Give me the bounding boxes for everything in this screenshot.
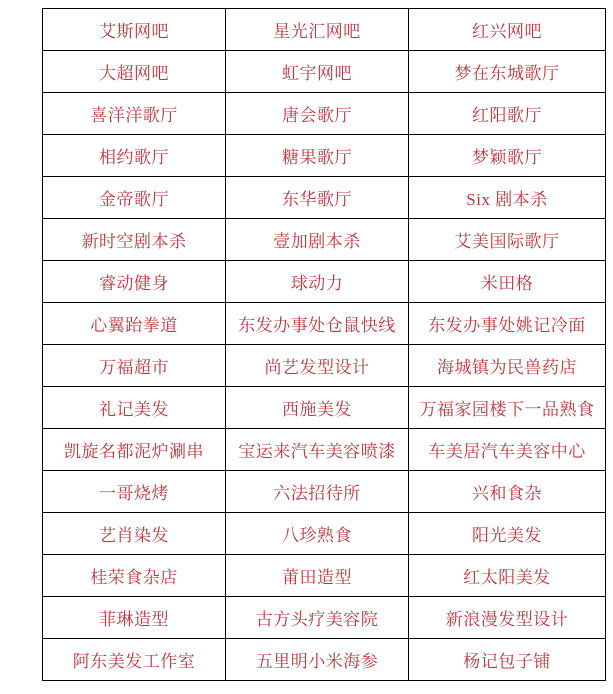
- table-cell: 车美居汽车美容中心: [409, 429, 606, 471]
- table-row: [43, 429, 606, 471]
- table-cell: 唐会歌厅: [226, 93, 409, 135]
- table-cell: 莆田造型: [226, 555, 409, 597]
- table-cell: 红太阳美发: [409, 555, 606, 597]
- table-cell: 金帝歌厅: [43, 177, 226, 219]
- table-row: [43, 303, 606, 345]
- table-row: [43, 345, 606, 387]
- table-cell: 梦颖歌厅: [409, 135, 606, 177]
- table-cell: 睿动健身: [43, 261, 226, 303]
- table-cell: 东华歌厅: [226, 177, 409, 219]
- table-cell: Six 剧本杀: [409, 177, 606, 219]
- table-cell: 万福家园楼下一品熟食: [409, 387, 606, 429]
- table-cell: 凯旋名都泥炉涮串: [43, 429, 226, 471]
- table-cell: 心翼跆拳道: [43, 303, 226, 345]
- table-cell: 东发办事处仓鼠快线: [226, 303, 409, 345]
- table-cell: 糖果歌厅: [226, 135, 409, 177]
- table-cell: 球动力: [226, 261, 409, 303]
- table-cell: 万福超市: [43, 345, 226, 387]
- table-cell: 尚艺发型设计: [226, 345, 409, 387]
- table-cell: 古方头疗美容院: [226, 597, 409, 639]
- table-cell: 五里明小米海参: [226, 639, 409, 681]
- table-cell: 阳光美发: [409, 513, 606, 555]
- table-cell: 兴和食杂: [409, 471, 606, 513]
- table-cell: 喜洋洋歌厅: [43, 93, 226, 135]
- table-row: [43, 9, 606, 51]
- table-cell: 红阳歌厅: [409, 93, 606, 135]
- table-cell: 米田格: [409, 261, 606, 303]
- table-cell: 西施美发: [226, 387, 409, 429]
- table-cell: 八珍熟食: [226, 513, 409, 555]
- table-row: [43, 261, 606, 303]
- table-row: [43, 387, 606, 429]
- table-container: [42, 8, 595, 681]
- table-row: [43, 597, 606, 639]
- table-cell: 大超网吧: [43, 51, 226, 93]
- table-row: [43, 93, 606, 135]
- table-cell: 一哥烧烤: [43, 471, 226, 513]
- table-cell: 星光汇网吧: [226, 9, 409, 51]
- table-cell: 海城镇为民兽药店: [409, 345, 606, 387]
- table-cell: 桂荣食杂店: [43, 555, 226, 597]
- table-row: [43, 51, 606, 93]
- table-cell: 艺肖染发: [43, 513, 226, 555]
- table-cell: 杨记包子铺: [409, 639, 606, 681]
- table-cell: 阿东美发工作室: [43, 639, 226, 681]
- table-cell: 虹宇网吧: [226, 51, 409, 93]
- table-cell: 艾美国际歌厅: [409, 219, 606, 261]
- table-row: [43, 639, 606, 681]
- table-row: [43, 135, 606, 177]
- table-row: [43, 513, 606, 555]
- table-cell: 菲琳造型: [43, 597, 226, 639]
- table-cell: 壹加剧本杀: [226, 219, 409, 261]
- table-row: [43, 219, 606, 261]
- business-name-table: [42, 8, 606, 681]
- table-cell: 宝运来汽车美容喷漆: [226, 429, 409, 471]
- page-top-margin: [0, 0, 613, 7]
- table-cell: 艾斯网吧: [43, 9, 226, 51]
- table-cell: 梦在东城歌厅: [409, 51, 606, 93]
- table-row: [43, 471, 606, 513]
- table-cell: 六法招待所: [226, 471, 409, 513]
- table-cell: 东发办事处姚记冷面: [409, 303, 606, 345]
- table-cell: 新浪漫发型设计: [409, 597, 606, 639]
- table-cell: 礼记美发: [43, 387, 226, 429]
- table-cell: 红兴网吧: [409, 9, 606, 51]
- table-row: [43, 177, 606, 219]
- table-cell: 新时空剧本杀: [43, 219, 226, 261]
- table-row: [43, 555, 606, 597]
- table-cell: 相约歌厅: [43, 135, 226, 177]
